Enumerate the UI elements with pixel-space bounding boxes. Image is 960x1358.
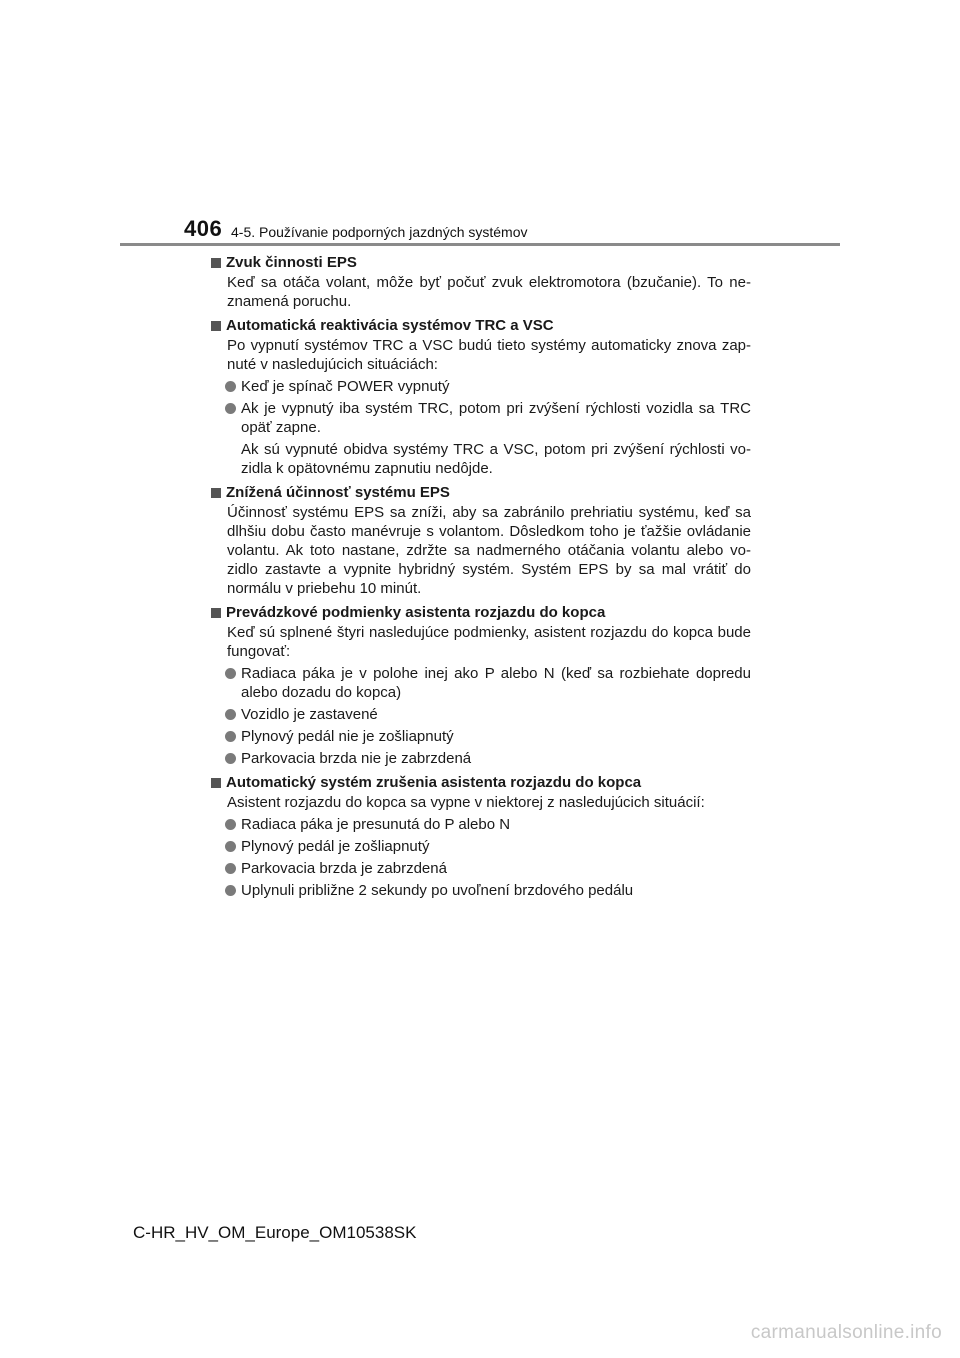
- section-paragraph: Keď sa otáča volant, môže byť počuť zvuk elektromotora (bzučanie). To ne-znamená poruchu.: [227, 274, 751, 310]
- list-item: [210, 705, 751, 724]
- round-bullet-icon: [225, 668, 236, 679]
- list-item: [210, 399, 751, 437]
- list-item-text: Uplynuli približne 2 sekundy po uvoľnení brzdového pedálu: [241, 882, 634, 899]
- round-bullet-icon: [225, 863, 236, 874]
- list-item-text: Ak je vypnutý iba systém TRC, potom pri zvýšení rýchlosti vozidla sa TRC opäť zapne.: [241, 400, 751, 436]
- list-item-text: Keď je spínač POWER vypnutý: [241, 378, 450, 395]
- list-item-text: Parkovacia brzda je zabrzdená: [241, 860, 447, 877]
- list-item: [210, 881, 751, 900]
- section-title-text: Automatická reaktivácia systémov TRC a VSC: [226, 317, 554, 334]
- round-bullet-icon: [225, 731, 236, 742]
- section-paragraph: Po vypnutí systémov TRC a VSC budú tieto systémy automaticky znova zap-nuté v nasledujúcich situáciách:: [227, 337, 751, 373]
- chapter-title: 4-5. Používanie podporných jazdných systémov: [231, 224, 528, 240]
- square-bullet-icon: [211, 258, 221, 268]
- list-item: [210, 664, 751, 702]
- list-item: [210, 815, 751, 834]
- round-bullet-icon: [225, 403, 236, 414]
- round-bullet-icon: [225, 381, 236, 392]
- section-paragraph: Účinnosť systému EPS sa zníži, aby sa zabránilo prehriatiu systému, keď sa dlhšiu dobu často manévruje s volantom. Dôsledkom toho je ťažšie ovládanie volantu. Ak toto nastane, zdržte sa nadmerného otáčania volantu alebo vo-zidlo zastavte a vypnite hybridný systém. Systém EPS by sa mal vrátiť do normálu v priebehu 10 minút.: [227, 504, 751, 597]
- section-title: [210, 603, 751, 623]
- section-title: [210, 773, 751, 793]
- page-header: [0, 0, 960, 250]
- square-bullet-icon: [211, 608, 221, 618]
- section-hill-start-cancel: [210, 773, 751, 900]
- section-paragraph: Keď sú splnené štyri nasledujúce podmienky, asistent rozjazdu do kopca bude fungovať:: [227, 624, 751, 660]
- list-item: [210, 749, 751, 768]
- square-bullet-icon: [211, 321, 221, 331]
- list-item: [210, 859, 751, 878]
- square-bullet-icon: [211, 778, 221, 788]
- round-bullet-icon: [225, 885, 236, 896]
- list-item-note: Ak sú vypnuté obidva systémy TRC a VSC, potom pri zvýšení rýchlosti vo-zidla k opätovnému zapnutiu nedôjde.: [241, 441, 751, 477]
- section-eps-reduced: [210, 483, 751, 598]
- page-content: [210, 253, 751, 905]
- section-title-text: Zvuk činnosti EPS: [226, 254, 357, 271]
- section-paragraph: Asistent rozjazdu do kopca sa vypne v niektorej z nasledujúcich situácií:: [227, 794, 705, 811]
- section-title: [210, 483, 751, 503]
- list-item-text: Vozidlo je zastavené: [241, 706, 378, 723]
- watermark-text: carmanualsonline.info: [750, 1322, 942, 1343]
- round-bullet-icon: [225, 709, 236, 720]
- square-bullet-icon: [211, 488, 221, 498]
- round-bullet-icon: [225, 841, 236, 852]
- section-title: [210, 316, 751, 336]
- list-item-text: Radiaca páka je presunutá do P alebo N: [241, 816, 511, 833]
- section-title-text: Znížená účinnosť systému EPS: [226, 484, 450, 501]
- section-eps-sound: [210, 253, 751, 311]
- round-bullet-icon: [225, 753, 236, 764]
- list-item-text: Plynový pedál je zošliapnutý: [241, 838, 430, 855]
- list-item: [210, 837, 751, 856]
- document-code: C-HR_HV_OM_Europe_OM10538SK: [133, 1223, 417, 1242]
- section-trc-vsc-reactivation: [210, 316, 751, 478]
- list-item: [210, 727, 751, 746]
- section-title-text: Automatický systém zrušenia asistenta rozjazdu do kopca: [226, 774, 642, 791]
- header-divider: [120, 243, 840, 246]
- section-title: [210, 253, 751, 273]
- list-item-text: Radiaca páka je v polohe inej ako P alebo N (keď sa rozbiehate dopredu alebo dozadu do kopca): [241, 665, 751, 701]
- round-bullet-icon: [225, 819, 236, 830]
- list-item-text: Parkovacia brzda nie je zabrzdená: [241, 750, 472, 767]
- section-title-text: Prevádzkové podmienky asistenta rozjazdu do kopca: [226, 604, 606, 621]
- section-hill-start-conditions: [210, 603, 751, 768]
- list-item-text: Plynový pedál nie je zošliapnutý: [241, 728, 454, 745]
- list-item: [210, 377, 751, 396]
- page-number: 406: [184, 216, 223, 241]
